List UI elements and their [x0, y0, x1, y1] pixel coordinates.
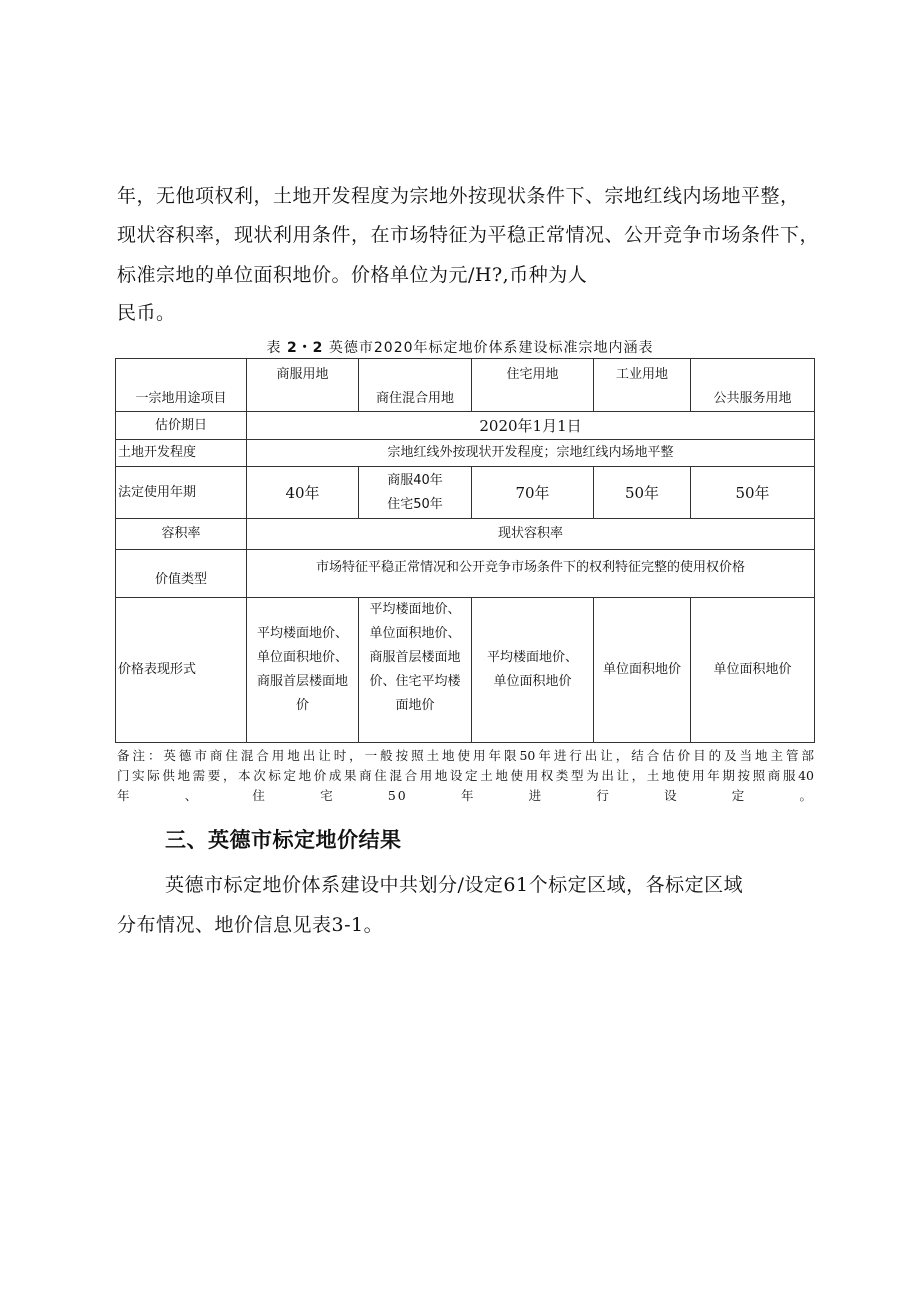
caption-prefix: 表 — [266, 340, 282, 356]
price-form-mixed — [359, 598, 472, 743]
header-commercial: 商服用地 — [247, 359, 359, 412]
row-price-form — [116, 598, 815, 743]
price-form-commercial-line: 平均楼面地价、 — [256, 626, 348, 641]
price-form-commercial-line: 价 — [295, 698, 309, 713]
price-form-public: 单位面积地价 — [691, 598, 815, 743]
value-type-value: 市场特征平稳正常情况和公开竞争市场条件下的权利特征完整的使用权价格 — [247, 550, 815, 598]
table-note — [117, 746, 814, 806]
intro-line-1: 年，无他项权利，土地开发程度为宗地外按现状条件下、宗地红线内场地平整， — [117, 185, 800, 207]
far-value: 现状容积率 — [247, 519, 815, 550]
section-heading: 三、英德市标定地价结果 — [165, 828, 402, 852]
term-mixed-commercial: 商服40年 — [387, 472, 443, 488]
price-form-mixed-line: 面地价 — [395, 698, 435, 713]
development-value: 宗地红线外按现状开发程度；宗地红线内场地平整 — [247, 440, 815, 467]
section-line-2: 分布情况、地价信息见表3-1。 — [117, 914, 384, 936]
price-form-residential — [472, 598, 594, 743]
price-form-label: 价格表现形式 — [116, 598, 247, 743]
note-line-3: 年、住宅50年进行设定。 — [117, 788, 814, 803]
term-industrial: 50年 — [594, 467, 691, 519]
intro-line-3: 标准宗地的单位面积地价。价格单位为元/H?,币种为人 — [117, 264, 588, 286]
price-form-commercial — [247, 598, 359, 743]
valuation-date-label: 估价期日 — [116, 412, 247, 440]
row-valuation-date — [116, 412, 815, 440]
price-form-residential-line: 平均楼面地价、 — [486, 650, 578, 665]
price-form-residential-line: 单位面积地价 — [493, 674, 572, 689]
term-label: 法定使用年期 — [116, 467, 247, 519]
price-form-industrial: 单位面积地价 — [594, 598, 691, 743]
price-form-mixed-line: 价、住宅平均楼 — [369, 674, 461, 689]
valuation-date-value: 2020年1月1日 — [247, 412, 815, 440]
header-residential: 住宅用地 — [472, 359, 594, 412]
price-form-commercial-line: 商服首层楼面地 — [256, 674, 348, 689]
price-form-mixed-line: 商服首层楼面地 — [369, 650, 461, 665]
intro-line-4: 民币。 — [117, 302, 176, 324]
note-line-1: 备注：英德市商住混合用地出让时，一般按照土地使用年限50年进行出让，结合估价目的及当地主管部 — [117, 748, 814, 763]
intro-line-2: 现状容积率，现状利用条件，在市场特征为平稳正常情况、公开竞争市场条件下， — [117, 224, 820, 246]
value-type-label: 价值类型 — [116, 550, 247, 598]
row-development — [116, 440, 815, 467]
header-corner: 一宗地用途项目 — [116, 359, 247, 412]
standard-parcel-table — [115, 358, 815, 743]
term-public: 50年 — [691, 467, 815, 519]
caption-text: 英德市2020年标定地价体系建设标准宗地内涵表 — [328, 340, 654, 356]
section-line-1: 英德市标定地价体系建设中共划分/设定61个标定区域，各标定区域 — [165, 874, 744, 896]
term-mixed-residential: 住宅50年 — [387, 496, 443, 512]
header-industrial: 工业用地 — [594, 359, 691, 412]
table-header-row — [116, 359, 815, 412]
row-term — [116, 467, 815, 519]
header-mixed: 商住混合用地 — [359, 359, 472, 412]
row-value-type — [116, 550, 815, 598]
term-mixed — [359, 467, 472, 519]
far-label: 容积率 — [116, 519, 247, 550]
term-residential: 70年 — [472, 467, 594, 519]
price-form-commercial-line: 单位面积地价、 — [256, 650, 348, 665]
price-form-mixed-line: 平均楼面地价、 — [369, 602, 461, 617]
term-commercial: 40年 — [247, 467, 359, 519]
development-label: 土地开发程度 — [116, 440, 247, 467]
header-public: 公共服务用地 — [691, 359, 815, 412]
price-form-mixed-line: 单位面积地价、 — [369, 626, 461, 641]
note-line-2: 门实际供地需要，本次标定地价成果商住混合用地设定土地使用权类型为出让，土地使用年期按照商服40 — [117, 768, 814, 783]
row-far — [116, 519, 815, 550]
caption-number: 2・2 — [286, 340, 324, 356]
table-caption — [0, 338, 920, 358]
